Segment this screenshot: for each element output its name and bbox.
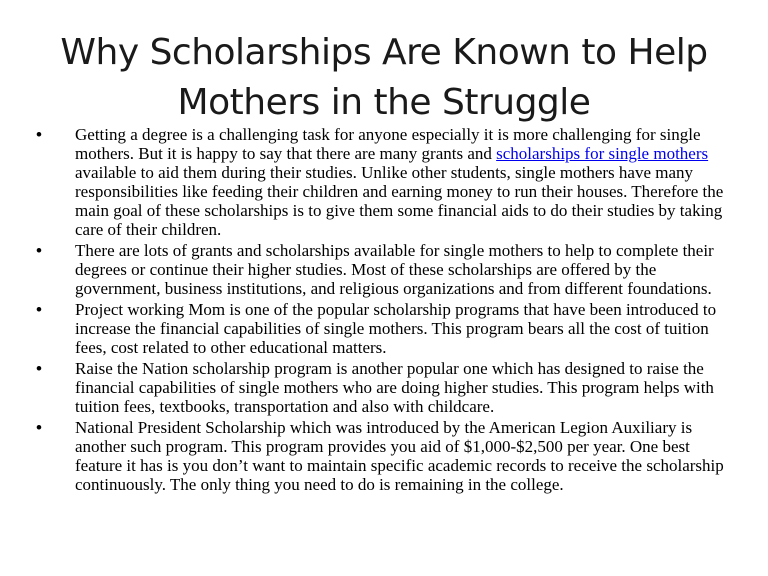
bullet-item (36, 241, 726, 298)
bullet-item (36, 125, 726, 239)
slide-title: Why Scholarships Are Known to Help Mothers in the Struggle (60, 32, 708, 123)
bullet-text-part: Getting a degree is a challenging task for anyone especially it is more challenging for single mothers. But it is happy to say that there are many grants and (75, 125, 701, 163)
bullet-item (36, 300, 726, 357)
bullet-icon: • (36, 300, 42, 319)
bullet-icon: • (36, 241, 42, 260)
bullet-text: National President Scholarship which was introduced by the American Legion Auxiliary is another such program. This program provides you aid of $1,000-$2,500 per year. One best feature it has is you don’t want to maintain specific academic records to receive the scholarship continuously. The only thing you need to do is remaining in the college. (75, 418, 724, 494)
bullet-text-part: available to aid them during their studies. Unlike other students, single mothers have many responsibilities like feeding their children and earning money to run their houses. Therefore the main goal of these scholarships is to give them some financial aids to do their studies by taking care of their children. (75, 163, 724, 239)
bullet-list (36, 125, 726, 496)
bullet-text: There are lots of grants and scholarships available for single mothers to help to complete their degrees or continue their higher studies. Most of these scholarships are offered by the government, business institutions, and religious organizations and from different foundations. (75, 241, 714, 298)
bullet-icon: • (36, 125, 42, 144)
bullet-text: Project working Mom is one of the popular scholarship programs that have been introduced to increase the financial capabilities of single mothers. This program bears all the cost of tuition fees, cost related to other educational matters. (75, 300, 717, 357)
bullet-item (36, 418, 726, 494)
bullet-icon: • (36, 418, 42, 437)
scholarships-for-single-mothers-link[interactable]: scholarships for single mothers (496, 144, 709, 163)
bullet-text: Raise the Nation scholarship program is another popular one which has designed to raise the financial capabilities of single mothers who are doing higher studies. This program helps with tuition fees, textbooks, transportation and also with childcare. (75, 359, 714, 416)
bullet-icon: • (36, 359, 42, 378)
bullet-item (36, 359, 726, 416)
